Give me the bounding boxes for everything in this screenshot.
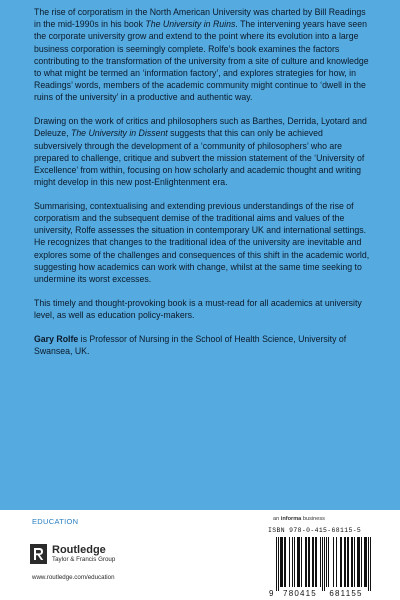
book-title-university-in-ruins: The University in Ruins <box>145 19 236 30</box>
barcode-bar <box>294 537 295 587</box>
barcode-guard-bar <box>278 537 279 591</box>
author-bio-text: is Professor of Nursing in the School of Health Science, University of Swansea, UK. <box>34 333 347 356</box>
isbn-barcode-icon <box>268 537 374 599</box>
barcode-bar <box>312 537 313 587</box>
barcode-bar <box>358 537 359 587</box>
barcode-bar <box>316 537 317 587</box>
barcode-bar <box>285 537 286 587</box>
publisher-name-block <box>52 544 115 564</box>
author-bio <box>34 333 372 357</box>
publisher-logo <box>30 544 115 564</box>
barcode-bars <box>276 537 371 591</box>
publisher-group: Taylor & Francis Group <box>52 556 116 563</box>
blurb-paragraph-4: This timely and thought-provoking book is a must-read for all academics at university level, as well as education policy-makers. <box>34 297 362 320</box>
barcode-bar <box>341 537 342 587</box>
book-title-university-in-dissent: The University in Dissent <box>70 128 168 139</box>
barcode-bar <box>309 537 310 587</box>
barcode-bar <box>328 537 329 587</box>
barcode-bar <box>364 537 365 587</box>
cover-footer <box>0 510 400 600</box>
informa-business-label <box>273 516 325 522</box>
barcode-bar <box>347 537 348 587</box>
barcode-bar <box>297 537 298 587</box>
blurb-p1-text-b: . The intervening years have seen the corporate university grow and extend to the point where its evolution into a large business corporation is seemingly complete. Rolfe’s book examines the factors contributing to the transformation of the university from a site of culture and knowledge to what might be termed an ‘information factory’, and explores strategies for how, in Readings’ words, members of the academic community might continue to ‘dwell in the ruins of the university’ in a productive and authentic way. <box>34 19 369 103</box>
barcode-guard-bar <box>276 537 277 591</box>
barcode-bar <box>336 537 337 587</box>
barcode-guard-bar <box>322 537 323 591</box>
barcode-bar <box>281 537 282 587</box>
category-label: EDUCATION <box>32 517 79 526</box>
blurb-paragraph-1 <box>34 6 372 104</box>
barcode-bar <box>359 537 360 587</box>
informa-brand: informa <box>280 516 302 522</box>
blurb-paragraph-3: Summarising, contextualising and extending previous understandings of the rise of corporatism and the subsequent demise of the traditional aims and values of the university, Rolfe assesses the situation in contemporary UK and international settings. He recognizes that changes to the traditional idea of the university are inevitable and explores some of the challenges and consequences of this shift in the academic world, suggesting how academics can work with change, whilst at the same time seeking to undermine its worst excesses. <box>34 200 370 285</box>
blurb-p2-text-a: Drawing on the work of critics and philosophers such as Barthes, Derrida, Lyotard and Deleuze, <box>34 116 367 139</box>
barcode-bar <box>284 537 285 587</box>
barcode-bar <box>289 537 290 587</box>
barcode-bar <box>301 537 302 587</box>
isbn-barcode <box>268 537 374 599</box>
barcode-bar <box>354 537 355 587</box>
barcode-bar <box>292 537 293 587</box>
barcode-guard-bar <box>324 537 325 591</box>
barcode-right-digits: 681155 <box>329 589 363 598</box>
barcode-bar <box>280 537 281 587</box>
informa-suffix: business <box>301 516 325 522</box>
barcode-bar <box>306 537 307 587</box>
informa-prefix: an <box>273 516 281 522</box>
barcode-first-digit: 9 <box>269 589 274 598</box>
barcode-bar <box>352 537 353 587</box>
barcode-left-digits: 780415 <box>283 589 317 598</box>
barcode-bar <box>298 537 299 587</box>
isbn-label: ISBN 978-0-415-68115-5 <box>268 527 362 534</box>
barcode-bar <box>366 537 367 587</box>
blurb-p2-text-b: suggests that this can only be achieved subversively through the development of a ‘community of philosophers’ who are prepared to challenge, critique and subvert the mission statement of the ‘University of Excellence’ from within, focusing on how scholarly and academic thought and writing might develop in this new post-Enlightenment era. <box>34 128 365 188</box>
blurb-p1-text-a: The rise of corporatism in the North American University was charted by Bill Readings in the mid-1990s in his book <box>34 7 366 30</box>
barcode-bar <box>340 537 341 587</box>
publisher-name: Routledge <box>52 544 106 556</box>
barcode-bar <box>333 537 334 587</box>
barcode-bar <box>326 537 327 587</box>
barcode-bar <box>348 537 349 587</box>
barcode-bar <box>305 537 306 587</box>
barcode-bar <box>351 537 352 587</box>
barcode-bar <box>320 537 321 587</box>
blurb-paragraph-2 <box>34 115 372 188</box>
barcode-guard-bar <box>370 537 371 591</box>
author-name: Gary Rolfe <box>34 333 79 344</box>
barcode-bar <box>315 537 316 587</box>
barcode-bar <box>313 537 314 587</box>
barcode-bar <box>344 537 345 587</box>
barcode-bar <box>365 537 366 587</box>
publisher-website: www.routledge.com/education <box>32 574 115 581</box>
barcode-bar <box>282 537 283 587</box>
routledge-r-logo-icon <box>30 544 47 564</box>
barcode-bar <box>361 537 362 587</box>
barcode-bar <box>345 537 346 587</box>
barcode-bar <box>308 537 309 587</box>
barcode-bar <box>357 537 358 587</box>
barcode-bar <box>299 537 300 587</box>
blurb-text <box>34 6 372 369</box>
barcode-guard-bar <box>368 537 369 591</box>
